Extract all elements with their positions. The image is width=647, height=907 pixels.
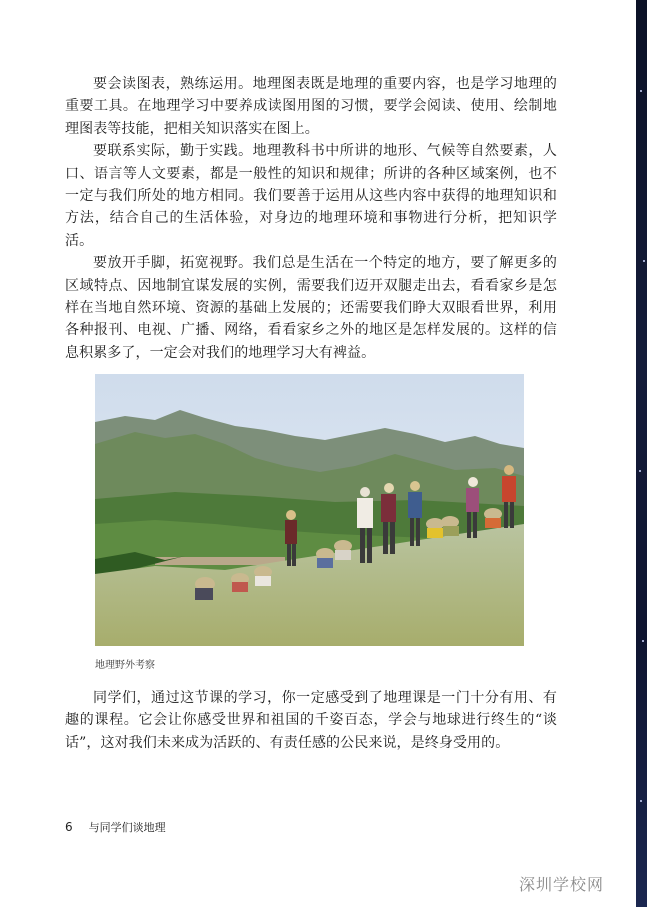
star-dot [642,640,644,642]
star-dot [643,260,645,262]
star-dot [640,800,642,802]
paragraph-broaden-vision: 要放开手脚，拓宽视野。我们总是生活在一个特定的地方，要了解更多的区域特点、因地制宜谋发展的实例，需要我们迈开双腿走出去，看看家乡是怎样在当地自然环境、资源的基础上发展的；还需要我们睁大双眼看世界，利用各种报刊、电视、广播、网络，看看家乡之外的地区是怎样发展的。这样的信息积累多了，一定会对我们的地理学习大有裨益。 [65,255,557,361]
closing-text [65,687,557,754]
paragraph-link-practice: 要联系实际，勤于实践。地理教科书中所讲的地形、气候等自然要素，人口、语言等人文要素，都是一般性的知识和规律；所讲的各种区域案例，也不一定与我们所处的地方相同。我们要善于运用从这些内容中获得的地理知识和方法，结合自己的生活体验，对身边的地理环境和事物进行分析，把知识学活。 [65,143,557,249]
paragraph-read-charts: 要会读图表，熟练运用。地理图表既是地理的重要内容，也是学习地理的重要工具。在地理学习中要养成读图用图的习惯，要学会阅读、使用、绘制地理图表等技能，把相关知识落实在图上。 [65,76,557,137]
page-number: 6 [65,820,73,834]
star-dot [639,470,641,472]
site-watermark: 深圳学校网 [519,875,605,894]
paragraph-closing: 同学们，通过这节课的学习，你一定感受到了地理课是一门十分有用、有趣的课程。它会让你感受世界和祖国的千姿百态，学会与地球进行终生的“谈话”，这对我们未来成为活跃的、有责任感的公民来说，是终身受用的。 [65,690,557,751]
body-text [65,73,557,364]
star-dot [640,90,642,92]
photo-caption: 地理野外考察 [95,660,155,671]
cover-edge-strip [636,0,647,907]
page-footer [65,819,166,835]
running-title: 与同学们谈地理 [88,821,166,834]
field-trip-photo [95,374,524,646]
